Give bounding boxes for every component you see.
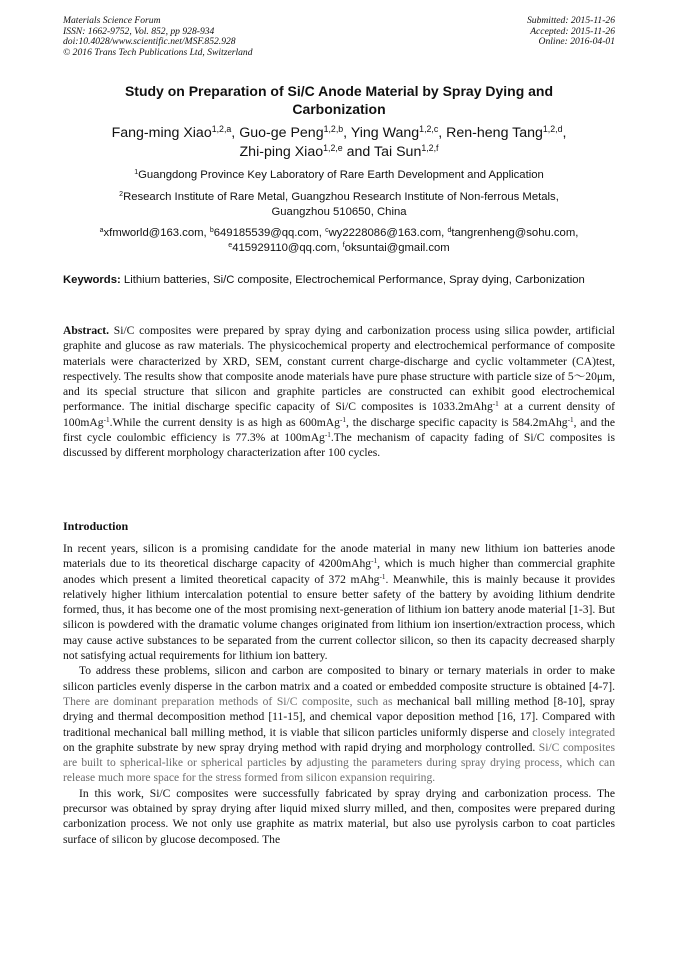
keywords <box>63 273 615 288</box>
unit-exponent: -1 <box>567 415 574 424</box>
author-line-1 <box>63 124 615 143</box>
author-affil-sup: 1,2,c <box>419 124 439 135</box>
author-affil-sup: 1,2,a <box>211 124 232 135</box>
email-sup: c <box>325 227 329 235</box>
paper-title <box>63 82 615 118</box>
intro-text: In recent years, silicon is a promising candidate for the anode material in many new lithium ion batteries anode materials due to its theoretical discharge capacity of 4200mAhg <box>63 542 615 571</box>
affiliation-text: Research Institute of Rare Metal, Guangzhou Research Institute of Non-ferrous Metals, <box>123 191 559 203</box>
email-link[interactable]: 415929110@qq.com <box>232 242 337 254</box>
email-sup: d <box>447 227 452 235</box>
author-name: Fang-ming Xiao <box>111 125 212 141</box>
intro-paragraph-3: In this work, Si/C composites were successfully fabricated by spray drying and carbonization process. The precursor was obtained by spray drying after liquid mixed slurry milled, and then, composites were prepared during carbonization process. We not only use graphite as matrix material, but also use pyrolysis carbon to coat particles surface of silicon by glucose decomposed. The <box>63 786 615 846</box>
author-name: Ying Wang <box>350 125 420 141</box>
intro-text: mechanical ball milling method [8-10], spray drying and thermal decomposition method [11-15], and chemical vapor deposition method [16, 17]. Compared with traditional mechanical ball milling method, it is viable that silicon particles uniformly disperse and <box>63 694 615 739</box>
accepted-date: Accepted: 2015-11-26 <box>530 25 615 37</box>
keywords-text: Lithium batteries, Si/C composite, Electrochemical Performance, Spray dying, Carbonization <box>123 274 585 286</box>
intro-text-highlight: There are dominant preparation methods of Si/C composite, such as <box>63 694 393 708</box>
affiliation-sup: 1 <box>134 169 139 177</box>
online-date: Online: 2016-04-01 <box>538 36 615 48</box>
keywords-label: Keywords: <box>63 274 121 286</box>
intro-paragraph-1 <box>63 541 615 663</box>
affiliation-2 <box>63 190 615 220</box>
author-line-2 <box>63 143 615 162</box>
copyright: © 2016 Trans Tech Publications Ltd, Switzerland <box>63 46 253 58</box>
author-sep: and <box>342 144 375 160</box>
email-link[interactable]: xfmworld@163.com <box>103 227 204 239</box>
email-sep: , <box>441 227 448 239</box>
intro-text-highlight: adjusting the parameters during spray drying process, which can release much more space for the stress formed from silicon expansion requiring. <box>63 756 615 785</box>
abstract-text: .The mechanism of capacity fading of Si/C composites is discussed by different morphology characterization after 100 cycles. <box>63 431 615 460</box>
abstract-text: , and the first cycle coulombic efficiency is 77.3% at 100mAg <box>63 415 615 445</box>
abstract <box>63 323 615 461</box>
introduction-body <box>63 541 615 847</box>
author-affil-sup: 1,2,e <box>323 143 343 154</box>
affiliation-city: Guangzhou 510650, China <box>271 206 407 218</box>
intro-text: on the graphite substrate by new spray drying method with rapid drying and morphology controlled. <box>63 740 539 754</box>
journal-header-left <box>63 16 253 58</box>
unit-exponent: -1 <box>492 400 499 409</box>
title-line-1: Study on Preparation of Si/C Anode Material by Spray Dying and <box>124 83 554 99</box>
intro-text: . Meanwhile, this is mainly because it provides relatively higher lithium intercalation potential to ensure better safety of the battery by avoiding lithium dendrite formed, thus, it has become one of the most promising next-generation of lithium ion battery anode material [1-3]. But silicon is powdered with the dramatic volume changes originated from lithium ion insertion/extraction process, which may cause active substances to be separated from the current collector silicon, so then its capacity decreased sharply not satisfying actual requirements for lithium ion battery. <box>63 572 615 663</box>
email-sup: a <box>99 227 104 235</box>
author-affil-sup: 1,2,d <box>542 124 563 135</box>
abstract-text: .While the current density is as high as 600mAg <box>109 415 340 429</box>
journal-name: Materials Science Forum <box>63 15 161 26</box>
submitted-date: Submitted: 2015-11-26 <box>526 15 615 26</box>
unit-exponent: -1 <box>371 557 378 566</box>
abstract-text: at a current density of 100mAg <box>63 400 616 429</box>
affiliation-sup: 2 <box>119 191 124 199</box>
author-name: Guo-ge Peng <box>239 125 324 141</box>
author-name: Ren-heng Tang <box>446 125 543 141</box>
intro-text-highlight: Si/C composites are built to spherical-like or spherical particles <box>63 740 615 770</box>
section-heading-introduction: Introduction <box>63 519 129 533</box>
email-sep: , <box>203 227 210 239</box>
author-sep: , <box>438 125 447 141</box>
email-sup: e <box>228 242 233 250</box>
email-sep: , <box>318 227 326 239</box>
journal-header-right <box>527 16 615 48</box>
intro-text: , which is much higher than commercial graphite anodes which present a limited theoretical capacity of 372 mAhg <box>63 557 615 586</box>
email-link[interactable]: 649185539@qq.com <box>213 227 319 239</box>
author-affil-sup: 1,2,f <box>421 143 439 154</box>
issn: ISSN: 1662-9752, Vol. 852, pp 928-934 <box>63 25 215 37</box>
email-sup: b <box>209 227 214 235</box>
unit-exponent: -1 <box>324 431 331 440</box>
author-list <box>63 124 615 162</box>
email-list <box>63 226 615 256</box>
email-sup: f <box>342 242 345 250</box>
abstract-label: Abstract. <box>63 324 110 337</box>
unit-exponent: -1 <box>339 415 346 424</box>
intro-text: by <box>286 756 307 770</box>
affiliation-text: Guangdong Province Key Laboratory of Rare Earth Development and Application <box>138 169 544 181</box>
email-link[interactable]: oksuntai@gmail.com <box>344 242 450 254</box>
unit-exponent: -1 <box>379 572 386 581</box>
affiliation-1 <box>63 168 615 183</box>
title-line-2: Carbonization <box>292 101 386 117</box>
email-link[interactable]: wy2228086@163.com <box>328 227 442 239</box>
author-sep: , <box>343 125 351 141</box>
abstract-text: , the discharge specific capacity is 584.2mAhg <box>345 415 568 429</box>
abstract-text: Si/C composites were prepared by spray dying and carbonization process using silica powder, artificial graphite and glucose as raw materials. The physicochemical property and electrochemical performance of composite materials were characterized by XRD, SEM, constant current charge-discharge and cyclic voltammeter (CA)test, respectively. The results show that composite anode materials have pure phase structure with particle size of 5～20μm, and its special structure that silicon and graphite particles are constructed can exhibit good electrochemical performance. The initial discharge specific capacity of Si/C composites is 1033.2mAhg <box>63 324 615 414</box>
intro-text-highlight: closely integrated <box>532 725 615 739</box>
author-name: Zhi-ping Xiao <box>239 144 324 160</box>
intro-text: To address these problems, silicon and carbon are composited to binary or ternary materials in order to make silicon particles evenly disperse in the carbon matrix and a coated or embedded composite structure is obtained [4-7]. <box>63 664 615 693</box>
email-link[interactable]: tangrenheng@sohu.com, <box>451 227 579 239</box>
author-affil-sup: 1,2,b <box>323 124 344 135</box>
email-sep: , <box>336 242 343 254</box>
author-name: Tai Sun <box>374 144 422 160</box>
doi: doi:10.4028/www.scientific.net/MSF.852.928 <box>63 36 236 48</box>
author-sep: , <box>562 125 567 141</box>
intro-paragraph-2 <box>63 663 615 785</box>
author-sep: , <box>231 125 240 141</box>
unit-exponent: -1 <box>103 415 110 424</box>
